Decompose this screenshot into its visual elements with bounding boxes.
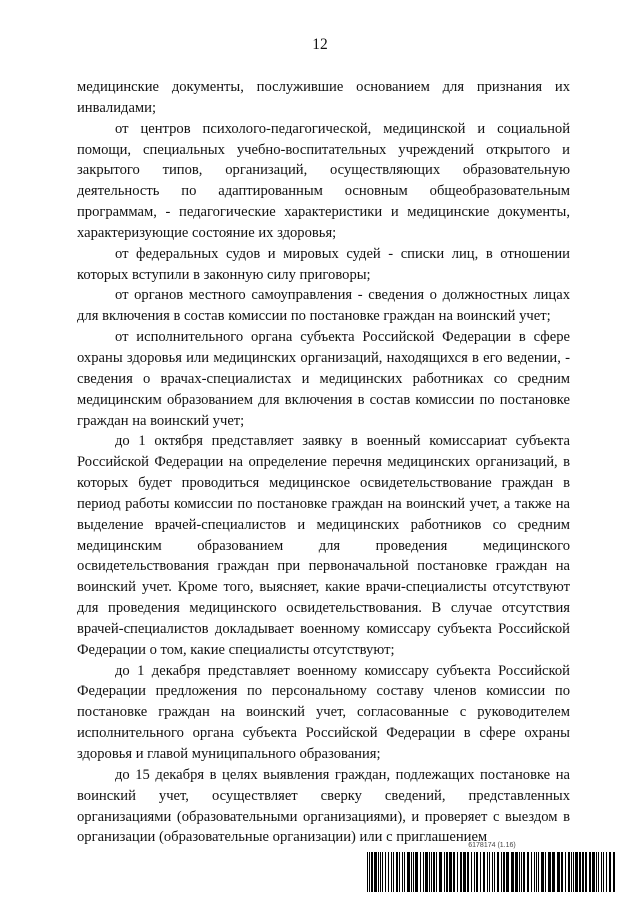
paragraph-1: медицинские документы, послужившие основанием для признания их инвалидами; [77, 79, 570, 116]
page-number: 12 [312, 36, 328, 53]
paragraph-2: от центров психолого-педагогической, медицинской и социальной помощи, специальных учебно-воспитательных учреждений открытого и закрытого типов, организаций, осуществляющих образовательную деятельность по адаптированным основным общеобразовательным программам, - педагогические характеристики и медицинские документы, характеризующие состояние их здоровья; [77, 120, 570, 241]
document-body [77, 77, 570, 848]
paragraph-7: до 1 декабря представляет военному комиссару субъекта Российской Федерации предложения по персональному составу членов комиссии по постановке граждан на воинский учет, согласованные с руководителем исполнительного органа субъекта Российской Федерации в сфере охраны здоровья и главой муниципального образования; [77, 662, 570, 762]
paragraph-8: до 15 декабря в целях выявления граждан, подлежащих постановке на воинский учет, осуществляет сверку сведений, представленных организациями (образовательными организациями), и проверяет с выездом в организации (образовательные организации) или с приглашением [77, 766, 570, 846]
barcode-caption: 6178174 (1.16) [468, 842, 516, 849]
barcode-block [367, 842, 617, 894]
barcode [367, 852, 617, 892]
paragraph-4: от органов местного самоуправления - сведения о должностных лицах для включения в состав комиссии по постановке граждан на воинский учет; [77, 287, 570, 325]
paragraph-3: от федеральных судов и мировых судей - списки лиц, в отношении которых вступили в законную силу приговоры; [77, 245, 570, 283]
paragraph-5: от исполнительного органа субъекта Российской Федерации в сфере охраны здоровья или медицинских организаций, находящихся в его ведении, - сведения о врачах-специалистах и медицинских работниках со средним медицинским образованием для включения в состав комиссии по постановке граждан на воинский учет; [77, 329, 570, 429]
paragraph-6: до 1 октября представляет заявку в военный комиссариат субъекта Российской Федерации на определение перечня медицинских организаций, в которых будет проводиться медицинское освидетельствование граждан в период работы комиссии по постановке граждан на воинский учет, а также на выделение врачей-специалистов и медицинских работников со средним медицинским образованием для проведения медицинского освидетельствования граждан при первоначальной постановке граждан на воинский учет. Кроме того, выясняет, какие врачи-специалисты отсутствуют для проведения медицинского освидетельствования. В случае отсутствия врачей-специалистов докладывает военному комиссару субъекта Российской Федерации о том, какие специалисты отсутствуют; [77, 433, 570, 658]
